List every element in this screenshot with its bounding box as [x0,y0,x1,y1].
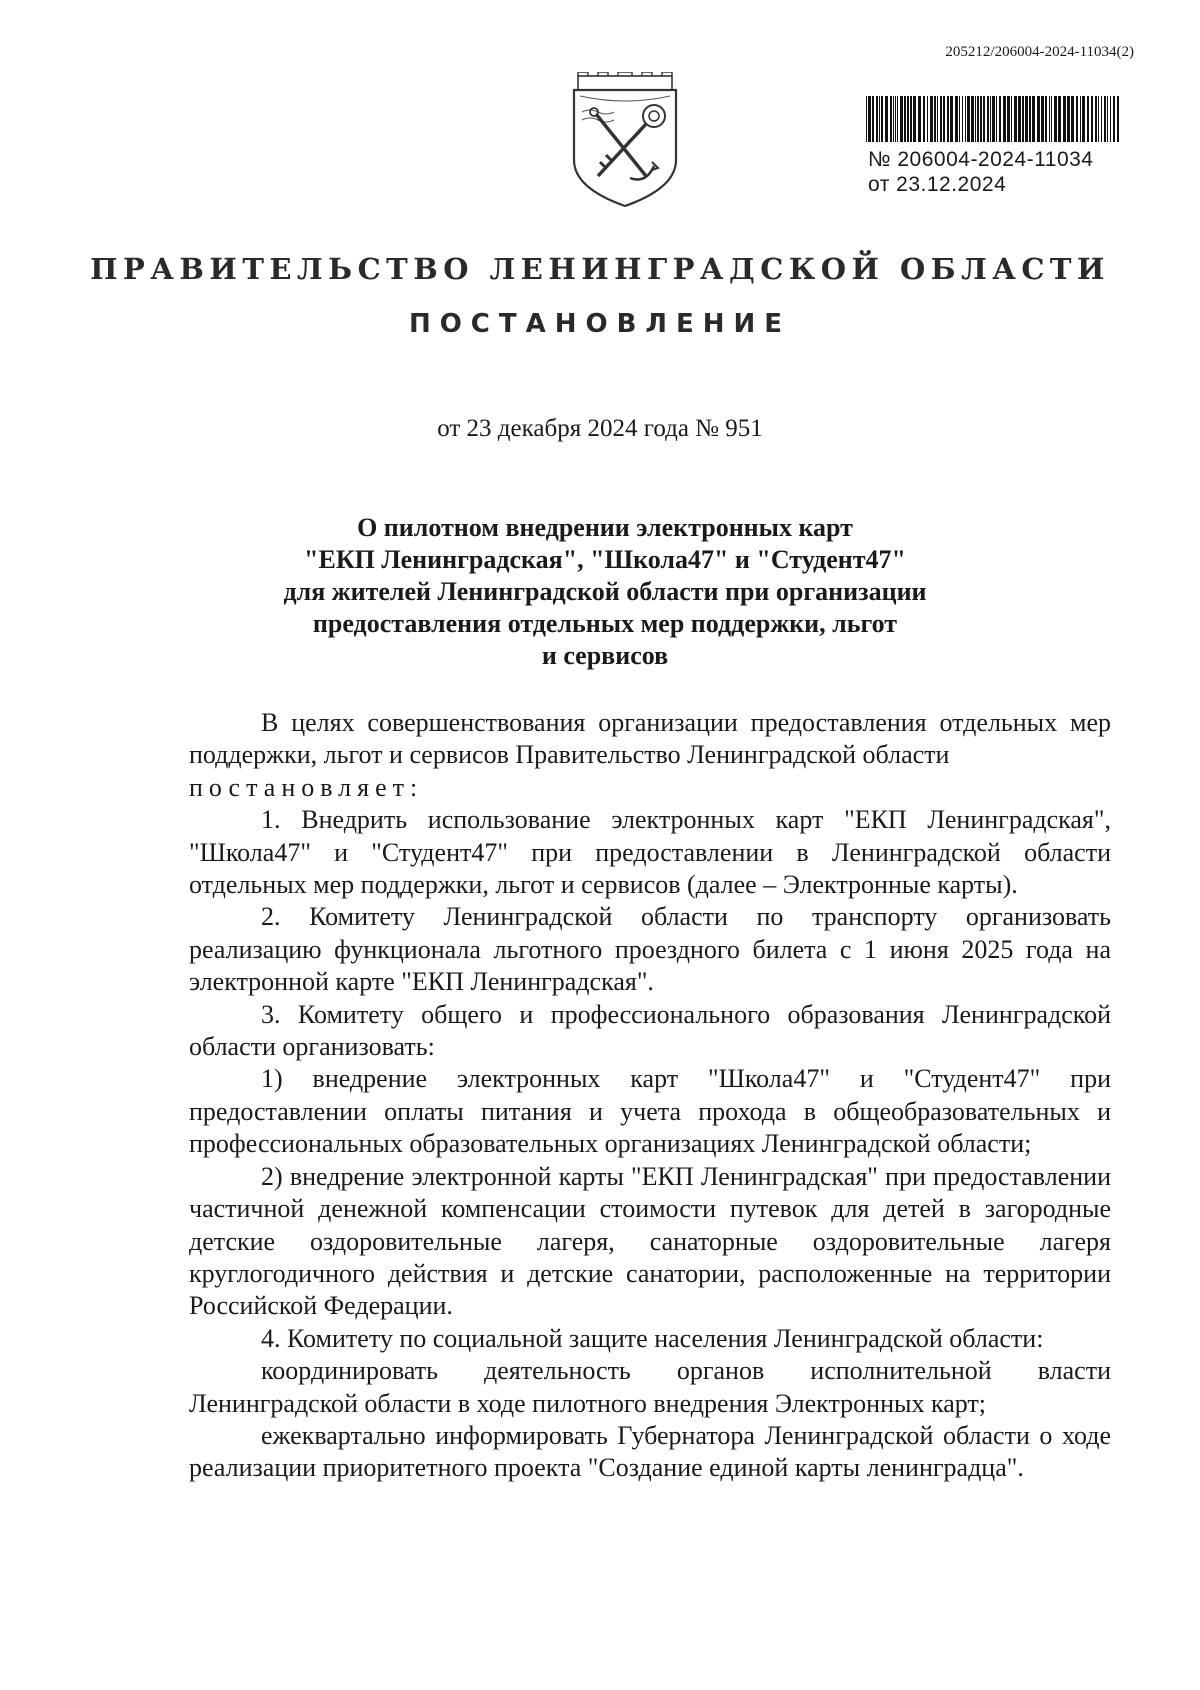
item-4-paragraph: 4. Комитету по социальной защите населения Ленинградской области: [261,1323,1044,1353]
subject-line: "ЕКП Ленинградская", "Школа47" и "Студент47" [304,545,906,574]
resolves-word: постановляет: [189,772,424,802]
item-3-1-paragraph: 1) внедрение электронных карт "Школа47" и "Студент47" при предоставлении оплаты питания и учета прохода в общеобразовательных и профессиональных образовательных организациях Ленинградской области; [189,1064,1111,1159]
subject-line: для жителей Ленинградской области при организации [283,577,927,606]
registration-date: от 23.12.2024 [868,173,1007,196]
document-type: ПОСТАНОВЛЕНИЕ [408,309,792,339]
document-reference: 205212/206004-2024-11034(2) [945,44,1134,60]
subject-line: и сервисов [541,641,669,670]
item-4-a-paragraph: координировать деятельность органов исполнительной власти Ленинградской области в ходе пилотного внедрения Электронных карт; [189,1356,1111,1418]
document-date: от 23 декабря 2024 года № 951 [437,415,763,442]
registration-number: № 206004-2024-11034 [868,148,1094,171]
item-2-paragraph: 2. Комитету Ленинградской области по транспорту организовать реализацию функционала льготного проездного билета с 1 июня 2025 года на электронной карте "ЕКП Ленинградская". [189,902,1111,997]
preamble-paragraph: В целях совершенствования организации предоставления отдельных мер поддержки, льгот и сервисов Правительство Ленинградской области [189,708,1111,770]
item-4-b-paragraph: ежеквартально информировать Губернатора Ленинградской области о ходе реализации приоритетного проекта "Создание единой карты ленинградца". [189,1420,1111,1483]
subject-line: предоставления отдельных мер поддержки, льгот [312,609,898,638]
item-3-2-paragraph: 2) внедрение электронной карты "ЕКП Ленинградская" при предоставлении частичной денежной компенсации стоимости путевок для детей в загородные детские оздоровительные лагеря, санаторные оздоровительные лагеря круглогодичного действия и детские санатории, расположенные на территории Российской Федерации. [189,1161,1111,1321]
subject-line: О пилотном внедрении электронных карт [357,513,853,542]
barcode-icon [866,96,1120,142]
document-body [189,707,1111,1485]
item-1-paragraph: 1. Внедрить использование электронных карт "ЕКП Ленинградская", "Школа47" и "Студент47" при предоставлении в Ленинградской области отдельных мер поддержки, льгот и сервисов (далее – Электронные карты). [189,805,1111,900]
organization-title: ПРАВИТЕЛЬСТВО ЛЕНИНГРАДСКОЙ ОБЛАСТИ [90,252,1110,286]
leningrad-oblast-coat-of-arms-icon [568,72,682,210]
document-subject [250,512,960,672]
item-3-paragraph: 3. Комитету общего и профессионального образования Ленинградской области организовать: [189,999,1111,1062]
